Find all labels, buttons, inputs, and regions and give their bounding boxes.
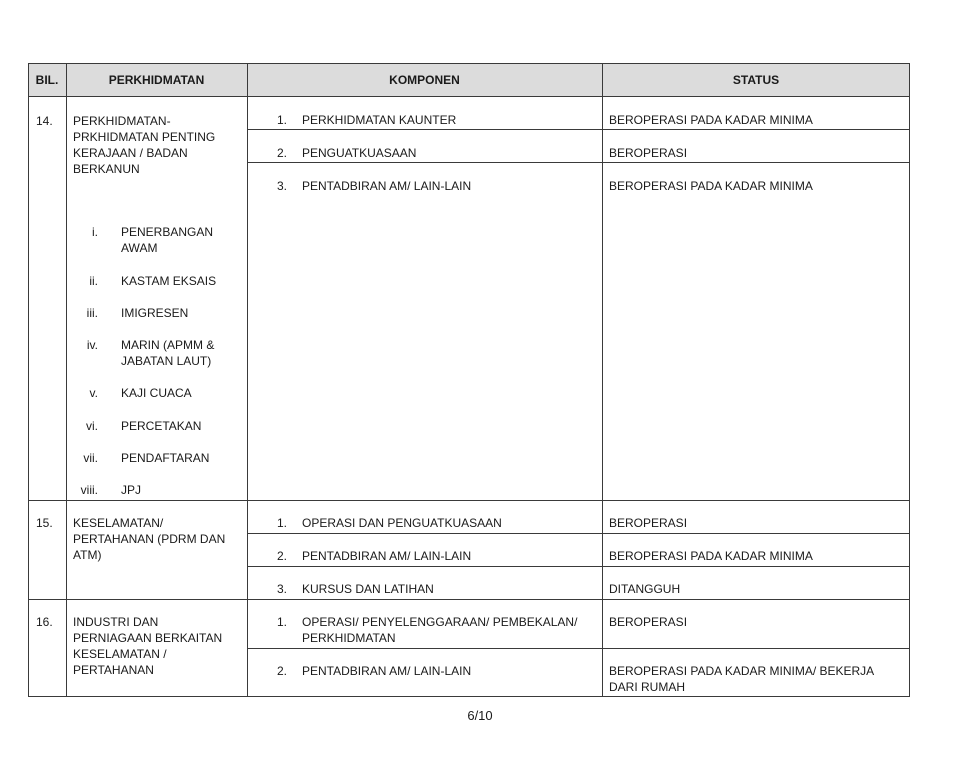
sub-item-number: v.	[89, 386, 98, 400]
border-r15-sub2	[247, 566, 910, 567]
row-16-bil: 16.	[36, 615, 53, 629]
sub-item-number: vi.	[86, 419, 98, 433]
component-label: PENTADBIRAN AM/ LAIN-LAIN	[302, 179, 472, 193]
status-text: BEROPERASI PADA KADAR MINIMA	[609, 179, 813, 193]
sub-item-label: PERCETAKAN	[121, 419, 202, 433]
sub-item-number: vii.	[83, 451, 98, 465]
border-left	[28, 63, 29, 697]
border-col2	[247, 63, 248, 697]
row-16-service-line: INDUSTRI DAN	[73, 615, 159, 629]
border-col3	[602, 63, 603, 697]
border-bottom	[28, 696, 910, 697]
border-right	[909, 63, 910, 697]
row-16-service-line: PERNIAGAAN BERKAITAN	[73, 631, 223, 645]
status-text: BEROPERASI	[609, 146, 688, 160]
status-text: DARI RUMAH	[609, 680, 686, 694]
row-14-bil: 14.	[36, 114, 53, 128]
component-label: OPERASI DAN PENGUATKUASAAN	[302, 516, 502, 530]
services-table	[28, 63, 910, 697]
border-row14-bottom	[28, 500, 910, 501]
status-text: BEROPERASI	[609, 615, 688, 629]
border-row15-bottom	[28, 599, 910, 600]
row-16-service-line: KESELAMATAN /	[73, 647, 167, 661]
sub-item-label: IMIGRESEN	[121, 306, 189, 320]
row-15-service-line: KESELAMATAN/	[73, 516, 164, 530]
component-number: 3.	[277, 179, 288, 193]
component-label: PENTADBIRAN AM/ LAIN-LAIN	[302, 664, 472, 678]
status-text: BEROPERASI PADA KADAR MINIMA	[609, 113, 813, 127]
component-label: PERKHIDMATAN	[302, 631, 396, 645]
sub-item-number: i.	[92, 225, 98, 239]
sub-item-label: AWAM	[121, 241, 158, 255]
row-14-service-line: PERKHIDMATAN-	[73, 114, 171, 128]
row-14-service-line: BERKANUN	[73, 162, 140, 176]
header-komponen: KOMPONEN	[389, 72, 460, 87]
component-label: PERKHIDMATAN KAUNTER	[302, 113, 457, 127]
component-number: 2.	[277, 549, 288, 563]
component-label: KURSUS DAN LATIHAN	[302, 582, 434, 596]
border-r16-sub1	[247, 648, 910, 649]
status-text: BEROPERASI PADA KADAR MINIMA/ BEKERJA	[609, 664, 875, 678]
sub-item-label: KAJI CUACA	[121, 386, 192, 400]
border-header-bottom	[28, 96, 910, 97]
page-number: 6/10	[467, 708, 493, 723]
component-label: PENTADBIRAN AM/ LAIN-LAIN	[302, 549, 472, 563]
component-number: 3.	[277, 582, 288, 596]
row-14-service-line: PRKHIDMATAN PENTING	[73, 130, 216, 144]
component-label: OPERASI/ PENYELENGGARAAN/ PEMBEKALAN/	[302, 615, 578, 629]
sub-item-number: viii.	[80, 483, 98, 497]
border-r14-sub1	[247, 129, 910, 130]
sub-item-label: PENERBANGAN	[121, 225, 214, 239]
row-15-service-line: PERTAHANAN (PDRM DAN	[73, 532, 226, 546]
sub-item-label: JPJ	[121, 483, 142, 497]
row-16-service-line: PERTAHANAN	[73, 663, 154, 677]
component-label: PENGUATKUASAAN	[302, 146, 417, 160]
component-number: 2.	[277, 146, 288, 160]
sub-item-number: iii.	[86, 306, 98, 320]
sub-item-label: KASTAM EKSAIS	[121, 274, 217, 288]
sub-item-label: PENDAFTARAN	[121, 451, 210, 465]
border-top	[28, 63, 910, 64]
header-perkhidmatan: PERKHIDMATAN	[108, 72, 205, 87]
header-status: STATUS	[732, 72, 780, 87]
border-r14-sub2	[247, 162, 910, 163]
component-number: 1.	[277, 516, 288, 530]
row-15-bil: 15.	[36, 516, 53, 530]
component-number: 2.	[277, 664, 288, 678]
border-r15-sub1	[247, 533, 910, 534]
status-text: BEROPERASI	[609, 516, 688, 530]
row-14-service-line: KERAJAAN / BADAN	[73, 146, 188, 160]
border-col1	[66, 63, 67, 697]
row-15-service-line: ATM)	[73, 548, 102, 562]
header-bil: BIL.	[35, 72, 59, 87]
sub-item-number: ii.	[89, 274, 98, 288]
sub-item-label: JABATAN LAUT)	[121, 354, 212, 368]
sub-item-number: iv.	[86, 338, 98, 352]
component-number: 1.	[277, 113, 288, 127]
sub-item-label: MARIN (APMM &	[121, 338, 215, 352]
status-text: BEROPERASI PADA KADAR MINIMA	[609, 549, 813, 563]
component-number: 1.	[277, 615, 288, 629]
status-text: DITANGGUH	[609, 582, 681, 596]
